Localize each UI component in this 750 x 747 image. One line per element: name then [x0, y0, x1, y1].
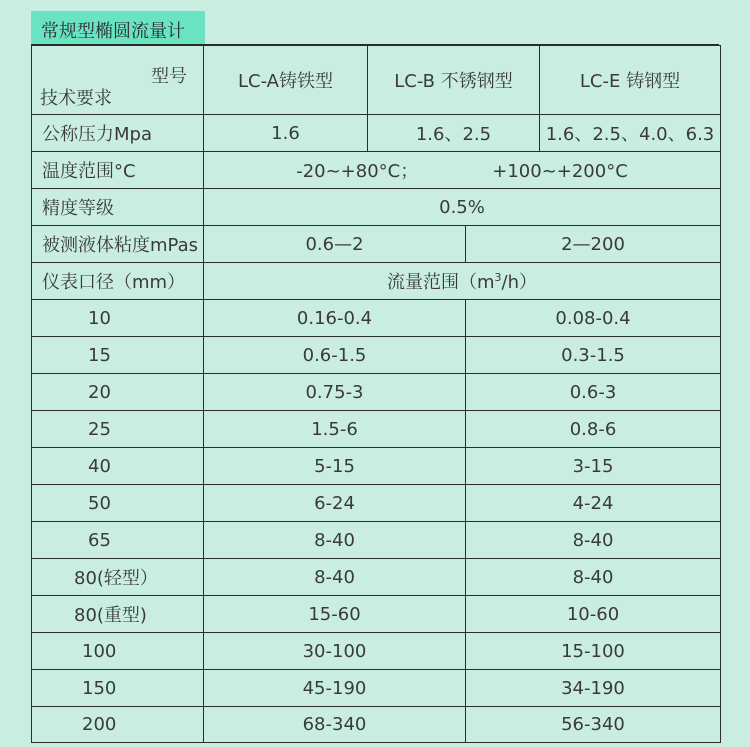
model-lc-e: LC-E 铸钢型	[540, 46, 721, 115]
pressure-label: 公称压力Mpa	[32, 115, 204, 152]
flow-range-low: 15-60	[204, 596, 466, 633]
flow-range-low: 0.16-0.4	[204, 300, 466, 337]
bore-size: 40	[32, 448, 204, 485]
table-row	[32, 448, 721, 485]
temperature-value-b: +100~+200°C	[492, 161, 628, 182]
table-row	[32, 633, 721, 670]
bore-size: 65	[32, 522, 204, 559]
table-row	[32, 300, 721, 337]
table-row	[32, 596, 721, 633]
bore-size: 80(重型)	[32, 596, 204, 633]
flow-range-low: 8-40	[204, 522, 466, 559]
temperature-value-a: -20~+80°C；	[296, 161, 419, 182]
bore-size: 200	[32, 707, 204, 743]
flow-range-low: 0.75-3	[204, 374, 466, 411]
table-row	[32, 337, 721, 374]
model-lc-a: LC-A铸铁型	[204, 46, 368, 115]
pressure-lc-a: 1.6	[204, 115, 368, 152]
header-row	[32, 46, 721, 115]
flow-range-high: 15-100	[466, 633, 721, 670]
flow-header-row	[32, 263, 721, 300]
flow-range-high: 0.8-6	[466, 411, 721, 448]
table-row	[32, 707, 721, 743]
viscosity-row	[32, 226, 721, 263]
flow-range-low: 1.5-6	[204, 411, 466, 448]
bore-size: 80(轻型）	[32, 559, 204, 596]
flow-range-low: 30-100	[204, 633, 466, 670]
flow-range-low: 8-40	[204, 559, 466, 596]
table-row	[32, 374, 721, 411]
table-row	[32, 485, 721, 522]
bore-size: 10	[32, 300, 204, 337]
flow-range-high: 4-24	[466, 485, 721, 522]
flow-range-low: 68-340	[204, 707, 466, 743]
flow-range-high: 56-340	[466, 707, 721, 743]
flow-range-high: 0.3-1.5	[466, 337, 721, 374]
model-lc-b: LC-B 不锈钢型	[368, 46, 540, 115]
requirement-label: 技术要求	[40, 88, 112, 109]
title-bar	[31, 11, 205, 44]
spec-table	[31, 45, 721, 743]
accuracy-label: 精度等级	[32, 189, 204, 226]
table-row	[32, 559, 721, 596]
pressure-lc-e: 1.6、2.5、4.0、6.3	[540, 115, 721, 152]
flow-range-high: 8-40	[466, 559, 721, 596]
flow-range-low: 6-24	[204, 485, 466, 522]
temperature-label: 温度范围°C	[32, 152, 204, 189]
bore-size: 15	[32, 337, 204, 374]
flow-range-high: 10-60	[466, 596, 721, 633]
pressure-lc-b: 1.6、2.5	[368, 115, 540, 152]
viscosity-low: 0.6—2	[204, 226, 466, 263]
flow-range-high: 8-40	[466, 522, 721, 559]
model-label: 型号	[151, 66, 187, 87]
temperature-value	[204, 152, 721, 189]
bore-size: 20	[32, 374, 204, 411]
accuracy-value: 0.5%	[204, 189, 721, 226]
flow-range-low: 5-15	[204, 448, 466, 485]
bore-size: 50	[32, 485, 204, 522]
table-row	[32, 670, 721, 707]
table-row	[32, 411, 721, 448]
flow-range-high: 0.6-3	[466, 374, 721, 411]
flow-range-label: 流量范围$(m^3/h)$	[204, 263, 721, 300]
flow-range-low: 45-190	[204, 670, 466, 707]
bore-size: 100	[32, 633, 204, 670]
viscosity-high: 2—200	[466, 226, 721, 263]
page-title: 常规型椭圆流量计	[41, 21, 185, 42]
temperature-row	[32, 152, 721, 189]
header-corner-cell	[32, 46, 204, 115]
flow-range-high: 34-190	[466, 670, 721, 707]
flow-range-low: 0.6-1.5	[204, 337, 466, 374]
pressure-row	[32, 115, 721, 152]
bore-size: 150	[32, 670, 204, 707]
flow-range-high: 3-15	[466, 448, 721, 485]
viscosity-label: 被测液体粘度mPas	[32, 226, 204, 263]
accuracy-row	[32, 189, 721, 226]
bore-size: 25	[32, 411, 204, 448]
bore-label: 仪表口径（mm）	[32, 263, 204, 300]
table-row	[32, 522, 721, 559]
flow-range-high: 0.08-0.4	[466, 300, 721, 337]
